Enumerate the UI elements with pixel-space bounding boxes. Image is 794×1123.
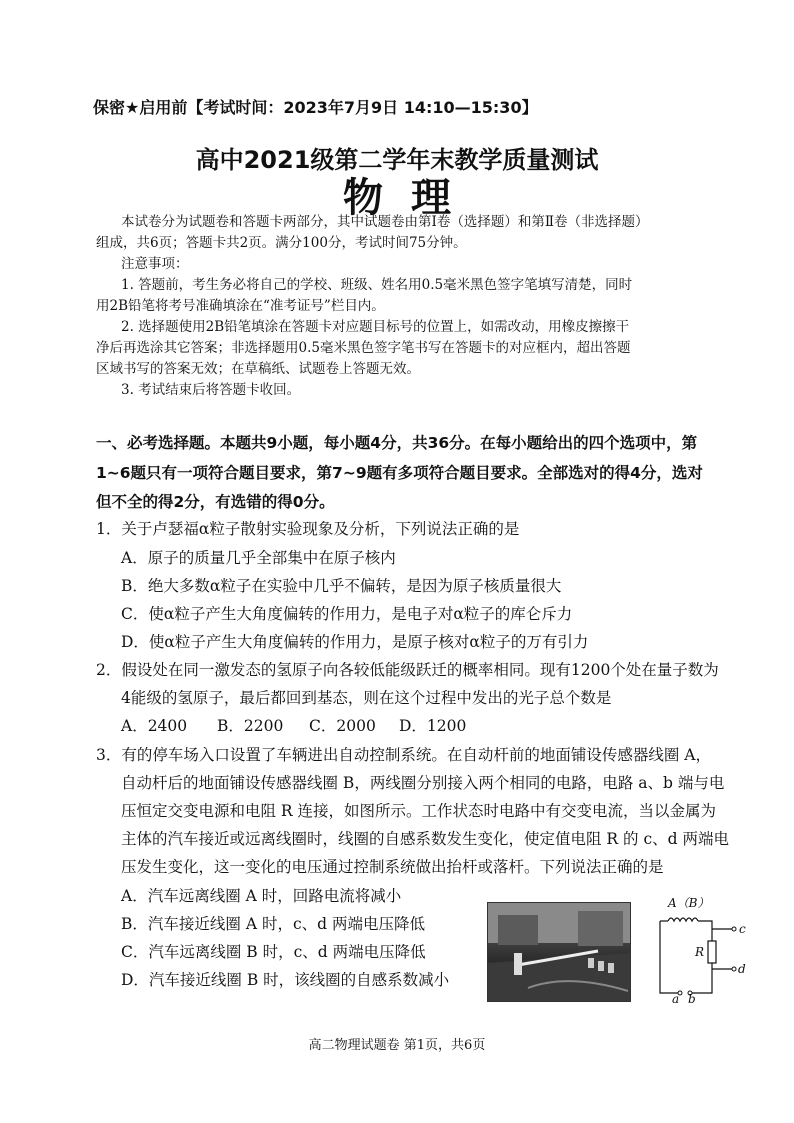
note-2b: 净后再选涂其它答案；非选择题用0.5毫米黑色签字笔书写在答题卡的对应框内，超出答题: [96, 340, 631, 356]
inductor-coil: [668, 918, 698, 921]
q3-option-a: A．汽车远离线圈 A 时，回路电流将减小: [121, 887, 402, 905]
q3-option-d: D．汽车接近线圈 B 时，该线圈的自感系数减小: [121, 971, 450, 989]
intro-line-2: 组成，共6页；答题卡共2页。满分100分，考试时间75分钟。: [96, 235, 467, 251]
q2-option-d: D．1200: [399, 717, 467, 735]
q3-stem-4: 主体的汽车接近或远离线圈时，线圈的自感系数发生变化，使定值电阻 R 的 c、d 两端电: [121, 830, 729, 848]
resistor-label: R: [695, 945, 705, 959]
note-2c: 区域书写的答案无效；在草稿纸、试题卷上答题无效。: [96, 361, 420, 377]
subject-title: 物理: [343, 175, 479, 221]
note-2a: 2. 选择题使用2B铅笔填涂在答题卡对应题目标号的位置上，如需改动，用橡皮擦擦干: [121, 319, 630, 335]
terminal-d-label: d: [738, 962, 746, 976]
q3-stem-5: 压发生变化，这一变化的电压通过控制系统做出抬杆或落杆。下列说法正确的是: [121, 858, 664, 876]
q3-stem-3: 压恒定交变电源和电阻 R 连接，如图所示。工作状态时电路中有交变电流，当以金属为: [121, 802, 717, 820]
terminal-a-label: a: [672, 992, 680, 1005]
q1-stem: 1．关于卢瑟福α粒子散射实验现象及分析，下列说法正确的是: [96, 520, 520, 538]
q3-option-b: B．汽车接近线圈 A 时，c、d 两端电压降低: [121, 915, 425, 933]
confidential-header: 保密★启用前【考试时间：2023年7月9日 14:10—15:30】: [93, 98, 538, 117]
coil-label: A（B）: [668, 896, 710, 910]
q1-option-d: D．使α粒子产生大角度偏转的作用力，是原子核对α粒子的万有引力: [121, 633, 589, 651]
q2-stem-2: 4能级的氢原子，最后都回到基态，则在这个过程中发出的光子总个数是: [121, 689, 612, 707]
q3-option-c: C．汽车远离线圈 B 时，c、d 两端电压降低: [121, 943, 426, 961]
q1-option-a: A．原子的质量几乎全部集中在原子核内: [121, 549, 396, 567]
circuit-diagram: [650, 893, 750, 1005]
resistor-R: [708, 941, 716, 963]
section-1-line-3: 但不全的得2分，有选错的得0分。: [96, 493, 335, 511]
parking-gate-photo: [487, 902, 631, 1002]
note-3: 3. 考试结束后将答题卡收回。: [121, 382, 301, 398]
q3-stem-1: 3．有的停车场入口设置了车辆进出自动控制系统。在自动杆前的地面铺设传感器线圈 A，: [96, 746, 711, 764]
note-1a: 1. 答题前，考生务必将自己的学校、班级、姓名用0.5毫米黑色签字笔填写清楚，同时: [121, 277, 633, 293]
intro-line-1: 本试卷分为试题卷和答题卡两部分，其中试题卷由第Ⅰ卷（选择题）和第Ⅱ卷（非选择题）: [121, 214, 649, 230]
q1-option-c: C．使α粒子产生大角度偏转的作用力，是电子对α粒子的库仑斥力: [121, 605, 573, 623]
section-1-line-2: 1~6题只有一项符合题目要求，第7~9题有多项符合题目要求。全部选对的得4分，选对: [96, 464, 703, 482]
page-footer: 高二物理试题卷 第1页，共6页: [308, 1038, 486, 1053]
terminal-b-label: b: [688, 992, 696, 1005]
note-1b: 用2B铅笔将考号准确填涂在“准考证号”栏目内。: [96, 298, 385, 314]
q2-option-c: C．2000: [309, 717, 376, 735]
notes-label: 注意事项：: [121, 256, 189, 272]
terminal-c-label: c: [739, 922, 746, 936]
q2-option-b: B．2200: [217, 717, 284, 735]
q1-option-b: B．绝大多数α粒子在实验中几乎不偏转，是因为原子核质量很大: [121, 577, 562, 595]
exam-title: 高中2021级第二学年末教学质量测试: [195, 146, 599, 174]
q2-option-a: A．2400: [121, 717, 188, 735]
section-1-line-1: 一、必考选择题。本题共9小题，每小题4分，共36分。在每小题给出的四个选项中，第: [96, 434, 698, 452]
q3-stem-2: 自动杆后的地面铺设传感器线圈 B，两线圈分别接入两个相同的电路，电路 a、b 端与电: [121, 774, 725, 792]
parking-gate-photo-art: [488, 903, 630, 1001]
q2-stem-1: 2．假设处在同一激发态的氢原子向各较低能级跃迁的概率相同。现有1200个处在量子数为: [96, 661, 719, 679]
